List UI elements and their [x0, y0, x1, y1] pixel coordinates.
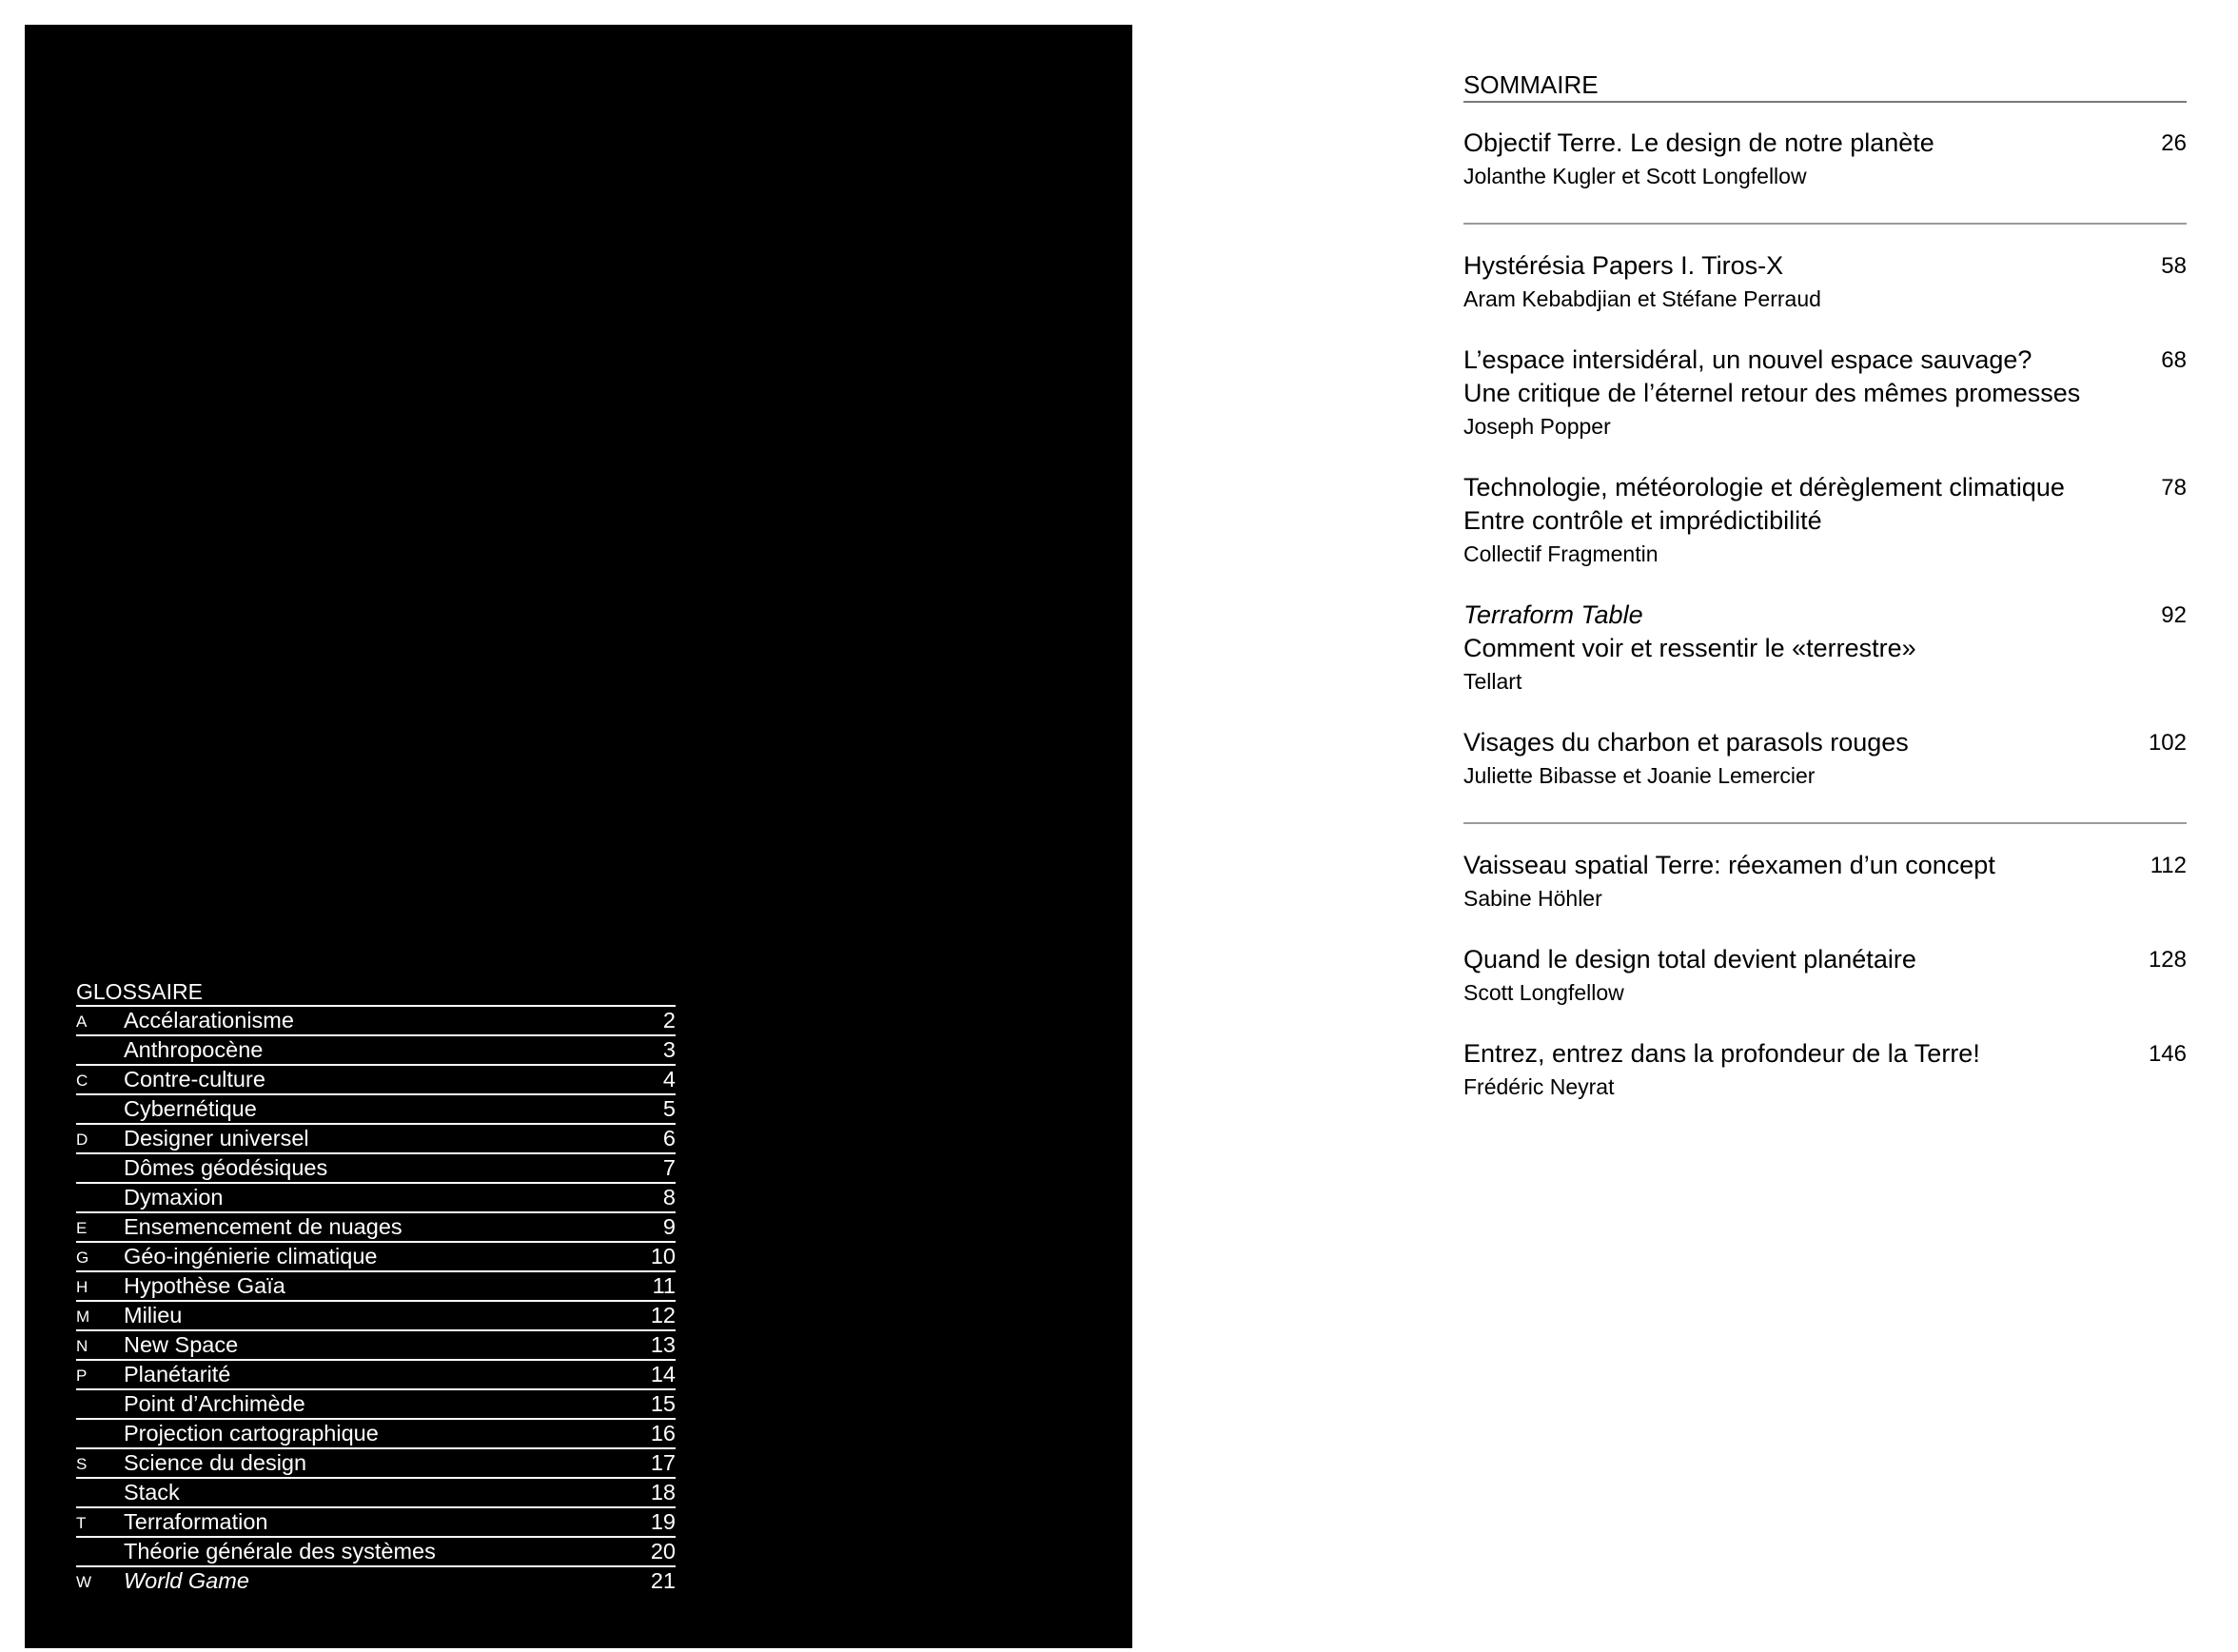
toc-entry-subtitle: Comment voir et ressentir le «terrestre»	[1463, 634, 1916, 662]
glossary-title: GLOSSAIRE	[76, 978, 676, 1007]
glossary-page: 12	[650, 1303, 676, 1328]
glossary-term: Accélarationisme	[124, 1008, 294, 1032]
glossary-row[interactable]	[76, 1361, 676, 1390]
glossary-row[interactable]	[76, 1036, 676, 1066]
toc-group	[1463, 225, 2187, 824]
glossary-letter: N	[76, 1337, 88, 1355]
glossary-row[interactable]	[76, 1390, 676, 1420]
toc-entry[interactable]	[1463, 471, 2187, 570]
glossary-row[interactable]	[76, 1095, 676, 1125]
glossary-page: 17	[650, 1450, 676, 1475]
toc-entry-text	[1463, 726, 2110, 792]
glossary-page: 16	[650, 1421, 676, 1446]
toc-entry-author: Jolanthe Kugler et Scott Longfellow	[1463, 164, 1807, 188]
glossary-letter: M	[76, 1308, 90, 1326]
glossary-page: 9	[662, 1214, 676, 1239]
toc-entry[interactable]	[1463, 127, 2187, 192]
toc-entry-page: 128	[2148, 947, 2187, 973]
glossary-page: 19	[650, 1509, 676, 1534]
toc-entry-text	[1463, 1037, 2110, 1103]
toc-group	[1463, 824, 2187, 1103]
toc-entry-text	[1463, 471, 2110, 570]
glossary-term: Science du design	[124, 1450, 307, 1475]
glossary-row[interactable]	[76, 1007, 676, 1036]
toc-entry-author: Frédéric Neyrat	[1463, 1074, 1615, 1099]
glossary-page: 10	[650, 1244, 676, 1268]
glossary-row[interactable]	[76, 1479, 676, 1508]
left-page-black	[25, 25, 1132, 1648]
sommaire-title: SOMMAIRE	[1463, 69, 2187, 103]
toc-entry[interactable]	[1463, 943, 2187, 1009]
toc-entry[interactable]	[1463, 726, 2187, 792]
glossary-page: 7	[662, 1155, 676, 1180]
toc-entry-page: 112	[2150, 853, 2187, 878]
glossary-term: Ensemencement de nuages	[124, 1214, 402, 1239]
toc-entry-title: Hystérésia Papers I. Tiros-X	[1463, 251, 1784, 280]
glossary-row[interactable]	[76, 1302, 676, 1331]
toc-entry-author: Sabine Höhler	[1463, 886, 1602, 911]
glossary-row[interactable]	[76, 1449, 676, 1479]
glossary-term: Point d’Archimède	[124, 1391, 305, 1416]
glossary-row[interactable]	[76, 1331, 676, 1361]
toc-entry-author: Tellart	[1463, 669, 1522, 694]
glossary	[76, 978, 676, 1595]
glossary-term: Hypothèse Gaïa	[124, 1273, 285, 1298]
glossary-page: 14	[650, 1362, 676, 1386]
toc-entry-page: 68	[2161, 347, 2187, 373]
glossary-term: Designer universel	[124, 1126, 309, 1150]
toc-entry-title: Entrez, entrez dans la profondeur de la Terre!	[1463, 1039, 1980, 1068]
glossary-term: Théorie générale des systèmes	[124, 1539, 436, 1564]
toc-entry-title: Technologie, météorologie et dérèglement climatique	[1463, 473, 2065, 502]
glossary-page: 4	[662, 1067, 676, 1092]
glossary-page: 21	[650, 1568, 676, 1593]
toc-entry-author: Aram Kebabdjian et Stéfane Perraud	[1463, 286, 1821, 311]
glossary-term: Milieu	[124, 1303, 183, 1328]
glossary-term: World Game	[124, 1568, 249, 1593]
glossary-letter: G	[76, 1249, 89, 1267]
glossary-row[interactable]	[76, 1154, 676, 1184]
toc-entry-author: Scott Longfellow	[1463, 980, 1624, 1005]
toc-entry[interactable]	[1463, 849, 2187, 914]
table-of-contents	[1463, 69, 2187, 1103]
glossary-page: 6	[662, 1126, 676, 1150]
glossary-row[interactable]	[76, 1125, 676, 1154]
glossary-term: Contre-culture	[124, 1067, 265, 1092]
toc-entry-subtitle: Entre contrôle et imprédictibilité	[1463, 506, 1822, 535]
glossary-row[interactable]	[76, 1567, 676, 1595]
glossary-letter: C	[76, 1072, 88, 1090]
glossary-row[interactable]	[76, 1272, 676, 1302]
glossary-term: Terraformation	[124, 1509, 268, 1534]
glossary-letter: P	[76, 1367, 88, 1385]
glossary-letter: T	[76, 1514, 87, 1532]
glossary-term: Dymaxion	[124, 1185, 224, 1210]
glossary-term: Stack	[124, 1480, 180, 1504]
glossary-term: Planétarité	[124, 1362, 231, 1386]
toc-entry-title: Vaisseau spatial Terre: réexamen d’un concept	[1463, 851, 1995, 879]
glossary-page: 18	[650, 1480, 676, 1504]
toc-entry-author: Collectif Fragmentin	[1463, 541, 1659, 566]
glossary-row[interactable]	[76, 1538, 676, 1567]
toc-entry-text	[1463, 344, 2110, 442]
glossary-letter: S	[76, 1455, 88, 1473]
toc-entry-page: 102	[2148, 730, 2187, 756]
toc-entry-text	[1463, 943, 2110, 1009]
toc-entry-title: Objectif Terre. Le design de notre planète	[1463, 128, 1934, 157]
toc-entry-title: Quand le design total devient planétaire	[1463, 945, 1916, 974]
glossary-row[interactable]	[76, 1184, 676, 1213]
toc-entry[interactable]	[1463, 1037, 2187, 1103]
glossary-page: 8	[662, 1185, 676, 1210]
glossary-page: 3	[662, 1037, 676, 1062]
glossary-row[interactable]	[76, 1508, 676, 1538]
toc-entry-page: 78	[2161, 475, 2187, 501]
toc-entry[interactable]	[1463, 599, 2187, 698]
glossary-page: 20	[650, 1539, 676, 1564]
glossary-page: 5	[662, 1096, 676, 1121]
toc-entry-page: 26	[2161, 130, 2187, 156]
glossary-page: 11	[652, 1273, 676, 1298]
toc-entry-text	[1463, 599, 2110, 698]
toc-entry-text	[1463, 127, 2110, 192]
glossary-term: New Space	[124, 1332, 239, 1357]
toc-group	[1463, 103, 2187, 225]
glossary-page: 13	[650, 1332, 676, 1357]
toc-entry-page: 92	[2161, 602, 2187, 628]
toc-entry-author: Juliette Bibasse et Joanie Lemercier	[1463, 763, 1816, 788]
glossary-row[interactable]	[76, 1420, 676, 1449]
glossary-page: 2	[662, 1008, 676, 1032]
toc-entry-author: Joseph Popper	[1463, 414, 1611, 439]
toc-entry-title: Visages du charbon et parasols rouges	[1463, 728, 1909, 757]
toc-entry-subtitle: Une critique de l’éternel retour des mêmes promesses	[1463, 379, 2081, 407]
toc-entry-title: L’espace intersidéral, un nouvel espace sauvage?	[1463, 345, 2032, 374]
toc-entry[interactable]	[1463, 344, 2187, 442]
glossary-letter: E	[76, 1219, 88, 1237]
glossary-row[interactable]	[76, 1243, 676, 1272]
glossary-page: 15	[650, 1391, 676, 1416]
glossary-term: Géo-ingénierie climatique	[124, 1244, 378, 1268]
glossary-row[interactable]	[76, 1213, 676, 1243]
glossary-letter: H	[76, 1278, 88, 1296]
glossary-letter: A	[76, 1013, 88, 1031]
toc-entry-page: 146	[2148, 1041, 2187, 1067]
glossary-term: Anthropocène	[124, 1037, 264, 1062]
glossary-row[interactable]	[76, 1066, 676, 1095]
toc-entry-text	[1463, 249, 2110, 315]
glossary-term: Projection cartographique	[124, 1421, 379, 1446]
toc-entry-text	[1463, 849, 2110, 914]
toc-entry-title: Terraform Table	[1463, 600, 1643, 629]
toc-entry-page: 58	[2161, 253, 2187, 279]
glossary-letter: D	[76, 1131, 88, 1149]
toc-entry[interactable]	[1463, 249, 2187, 315]
glossary-term: Dômes géodésiques	[124, 1155, 328, 1180]
glossary-letter: W	[76, 1573, 92, 1591]
glossary-term: Cybernétique	[124, 1096, 257, 1121]
